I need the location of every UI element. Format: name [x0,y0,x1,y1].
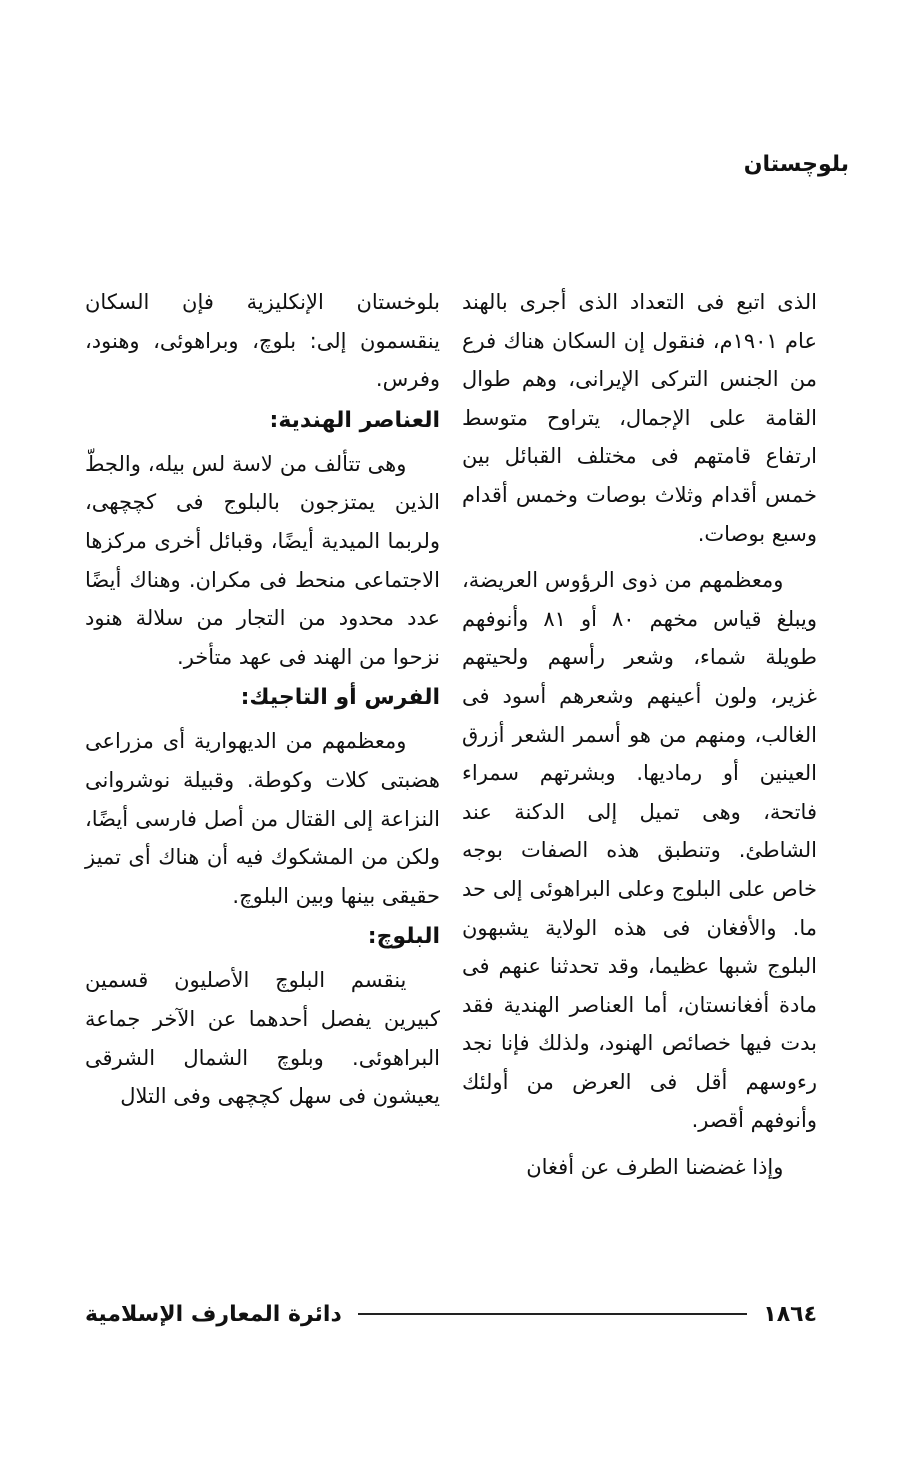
paragraph: بلوخستان الإنكليزية فإن السكان ينقسمون إلى: بلوچ، وبراهوئى، وهنود، وفرس. [85,290,440,392]
paragraph: ومعظمهم من الديهوارية أى مزراعى هضبتى كلات وكوطة. وقبيلة نوشروانى النزاعة إلى القتال من أصل فارسى أيضًا، ولكن من المشكوك فيه أن هناك أى تميز حقيقى بينها وبين البلوچ. [85,729,440,908]
paragraph: ومعظمهم من ذوى الرؤوس العريضة، ويبلغ قياس مخهم ٨٠ أو ٨١ وأنوفهم طويلة شماء، وشعر رأسهم ولحيتهم غزير، ولون أعينهم وشعرهم أسود فى الغالب، ومنهم من هو أسمر الشعر أزرق العينين أو رماديها. وبشرتهم سمراء فاتحة، وهى تميل إلى الدكنة عند الشاطئ. وتنطبق هذه الصفات بوجه خاص على البلوج وعلى البراهوئى إلى حد ما. والأفغان فى هذه الولاية يشبهون البلوج شبها عظيما، وقد تحدثنا عنهم فى مادة أفغانستان، أما العناصر الهندية فقد بدت فيها خصائص الهنود، ولذلك فإنا نجد رءوسهم أقل فى العرض من أولئك وأنوفهم أقصر. [462,568,817,1133]
journal-title: دائرة المعارف الإسلامية [85,1301,342,1327]
paragraph: وهى تتألف من لاسة لس بيله، والجطّ الذين يمتزجون بالبلوج فى كچچهى، ولربما الميدية أيضًا، وقبائل أخرى مركزها الاجتماعى منحط فى مكران. وهناك أيضًا عدد محدود من التجار من سلالة هنود نزحوا من الهند فى عهد متأخر. [85,451,440,669]
left-column [85,283,440,1116]
section-heading: البلوچ: [367,924,440,950]
paragraph: الذى اتبع فى التعداد الذى أجرى بالهند عام ١٩٠١م، فنقول إن السكان هناك فرع من الجنس التركى الإيرانى، وهم طوال القامة على الإجمال، يتراوح متوسط ارتفاع قامتهم فى مختلف القبائل بين خمس أقدام وثلاث بوصات وخمس أقدام وسبع بوصات. [462,290,817,546]
paragraph: ينقسم البلوچ الأصليون قسمين كبيرين يفصل أحدهما عن الآخر جماعة البراهوئى. وبلوچ الشمال الشرقى يعيشون فى سهل كچچهى وفى التلال [85,968,440,1109]
right-column [462,283,817,1187]
page-footer [85,1296,817,1332]
running-title: بلوچستان [743,152,849,177]
section-heading: العناصر الهندية: [269,407,440,433]
page-number: ١٨٦٤ [763,1301,817,1327]
section-heading: الفرس أو التاجيك: [240,685,440,711]
paragraph: وإذا غضضنا الطرف عن أفغان [526,1155,784,1180]
footer-rule [358,1313,748,1315]
